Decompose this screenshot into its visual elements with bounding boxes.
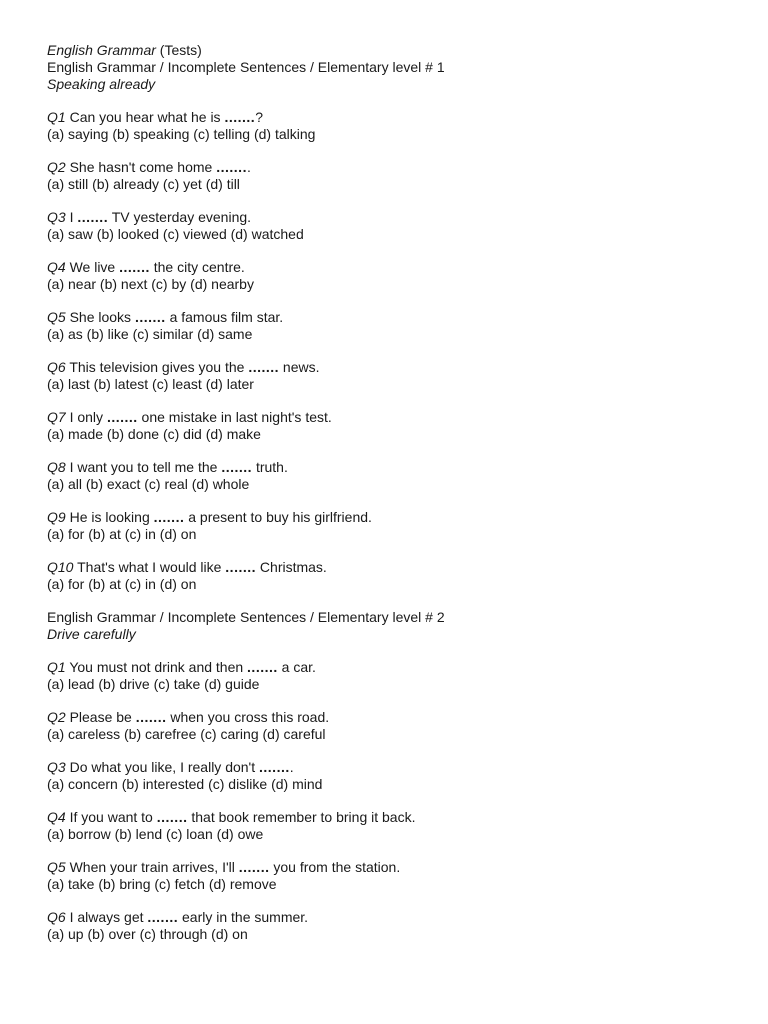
question-stem [47,209,768,226]
question-number: Q8 [47,459,66,475]
question-text-after: one mistake in last night's test. [137,409,332,425]
question-text-before: I only [65,409,107,425]
question-item [47,109,768,143]
question-number: Q3 [47,209,66,225]
question-text-after: a present to buy his girlfriend. [184,509,372,525]
question-number: Q3 [47,759,66,775]
question-stem [47,909,768,926]
document-title [47,42,768,59]
question-item [47,909,768,943]
question-options: (a) still (b) already (c) yet (d) till [47,176,240,192]
question-options: (a) last (b) latest (c) least (d) later [47,376,254,392]
question-number: Q2 [47,159,66,175]
question-options: (a) as (b) like (c) similar (d) same [47,326,253,342]
question-text-after: you from the station. [269,859,401,875]
question-blank: ....... [248,359,280,375]
question-text-after: news. [279,359,320,375]
question-item [47,459,768,493]
question-item [47,859,768,893]
question-stem [47,509,768,526]
question-number: Q4 [47,259,66,275]
question-stem [47,659,768,676]
question-options: (a) concern (b) interested (c) dislike (d) mind [47,776,323,792]
question-text-before: We live [65,259,120,275]
question-stem [47,359,768,376]
question-text-after: a famous film star. [165,309,284,325]
question-options: (a) made (b) done (c) did (d) make [47,426,261,442]
section-subtitle: Drive carefully [47,626,136,642]
question-text-after: Christmas. [256,559,327,575]
section-1 [47,59,768,593]
question-item [47,259,768,293]
question-number: Q6 [47,909,66,925]
question-number: Q4 [47,809,66,825]
question-blank: ....... [134,309,166,325]
question-stem [47,409,768,426]
question-text-after: a car. [277,659,316,675]
question-blank: ....... [221,459,253,475]
question-stem [47,309,768,326]
question-text-after: early in the summer. [178,909,309,925]
question-number: Q9 [47,509,66,525]
question-text-before: He is looking [65,509,154,525]
question-text-before: You must not drink and then [65,659,248,675]
question-options: (a) near (b) next (c) by (d) nearby [47,276,254,292]
question-text-after: ? [255,109,263,125]
question-item [47,659,768,693]
question-number: Q6 [47,359,66,375]
question-number: Q10 [47,559,74,575]
question-options: (a) careless (b) carefree (c) caring (d) careful [47,726,326,742]
question-text-before: This television gives you the [65,359,249,375]
question-text-before: She looks [65,309,135,325]
question-text-before: I always get [65,909,148,925]
question-item [47,709,768,743]
title-italic: English Grammar [47,42,156,58]
question-number: Q1 [47,109,66,125]
question-text-before: That's what I would like [73,559,226,575]
question-text-before: Do what you like, I really don't [65,759,260,775]
question-stem [47,559,768,576]
question-text-before: If you want to [65,809,157,825]
question-stem [47,859,768,876]
question-stem [47,109,768,126]
section-2 [47,609,768,943]
question-options: (a) lead (b) drive (c) take (d) guide [47,676,260,692]
section-subtitle: Speaking already [47,76,156,92]
question-stem [47,459,768,476]
question-stem [47,809,768,826]
question-options: (a) for (b) at (c) in (d) on [47,576,197,592]
question-blank: ....... [247,659,278,675]
question-options: (a) up (b) over (c) through (d) on [47,926,248,942]
question-text-after: truth. [252,459,288,475]
question-text-after: . [246,159,251,175]
question-item [47,509,768,543]
question-stem [47,709,768,726]
title-rest: (Tests) [155,42,202,58]
question-options: (a) take (b) bring (c) fetch (d) remove [47,876,277,892]
question-number: Q7 [47,409,66,425]
question-text-after: when you cross this road. [166,709,330,725]
question-text-before: I [65,209,78,225]
question-options: (a) saw (b) looked (c) viewed (d) watched [47,226,304,242]
question-options: (a) borrow (b) lend (c) loan (d) owe [47,826,264,842]
question-blank: ....... [225,559,257,575]
question-text-after: TV yesterday evening. [108,209,252,225]
question-stem [47,259,768,276]
question-blank: ....... [153,509,185,525]
question-text-after: that book remember to bring it back. [187,809,416,825]
sections-container [47,59,768,943]
question-item [47,759,768,793]
question-blank: ....... [216,159,247,175]
question-blank: ....... [119,259,150,275]
question-text-after: . [289,759,294,775]
question-blank: ....... [106,409,138,425]
question-blank: ....... [147,909,179,925]
question-blank: ....... [135,709,167,725]
section-heading: English Grammar / Incomplete Sentences / Elementary level # 1 [47,59,445,75]
question-blank: ....... [259,759,290,775]
question-item [47,309,768,343]
question-item [47,809,768,843]
question-blank: ....... [156,809,188,825]
question-options: (a) saying (b) speaking (c) telling (d) talking [47,126,316,142]
question-blank: ....... [238,859,270,875]
question-item [47,359,768,393]
question-text-after: the city centre. [149,259,245,275]
question-blank: ....... [224,109,256,125]
section-heading: English Grammar / Incomplete Sentences / Elementary level # 2 [47,609,445,625]
question-item [47,559,768,593]
question-text-before: She hasn't come home [65,159,217,175]
question-text-before: When your train arrives, I'll [65,859,239,875]
question-blank: ....... [77,209,109,225]
question-text-before: Please be [65,709,136,725]
question-item [47,409,768,443]
question-stem [47,159,768,176]
question-text-before: Can you hear what he is [65,109,225,125]
question-number: Q5 [47,309,66,325]
question-item [47,209,768,243]
question-options: (a) all (b) exact (c) real (d) whole [47,476,250,492]
question-stem [47,759,768,776]
question-number: Q1 [47,659,66,675]
question-number: Q2 [47,709,66,725]
question-number: Q5 [47,859,66,875]
question-text-before: I want you to tell me the [65,459,222,475]
question-item [47,159,768,193]
question-options: (a) for (b) at (c) in (d) on [47,526,197,542]
